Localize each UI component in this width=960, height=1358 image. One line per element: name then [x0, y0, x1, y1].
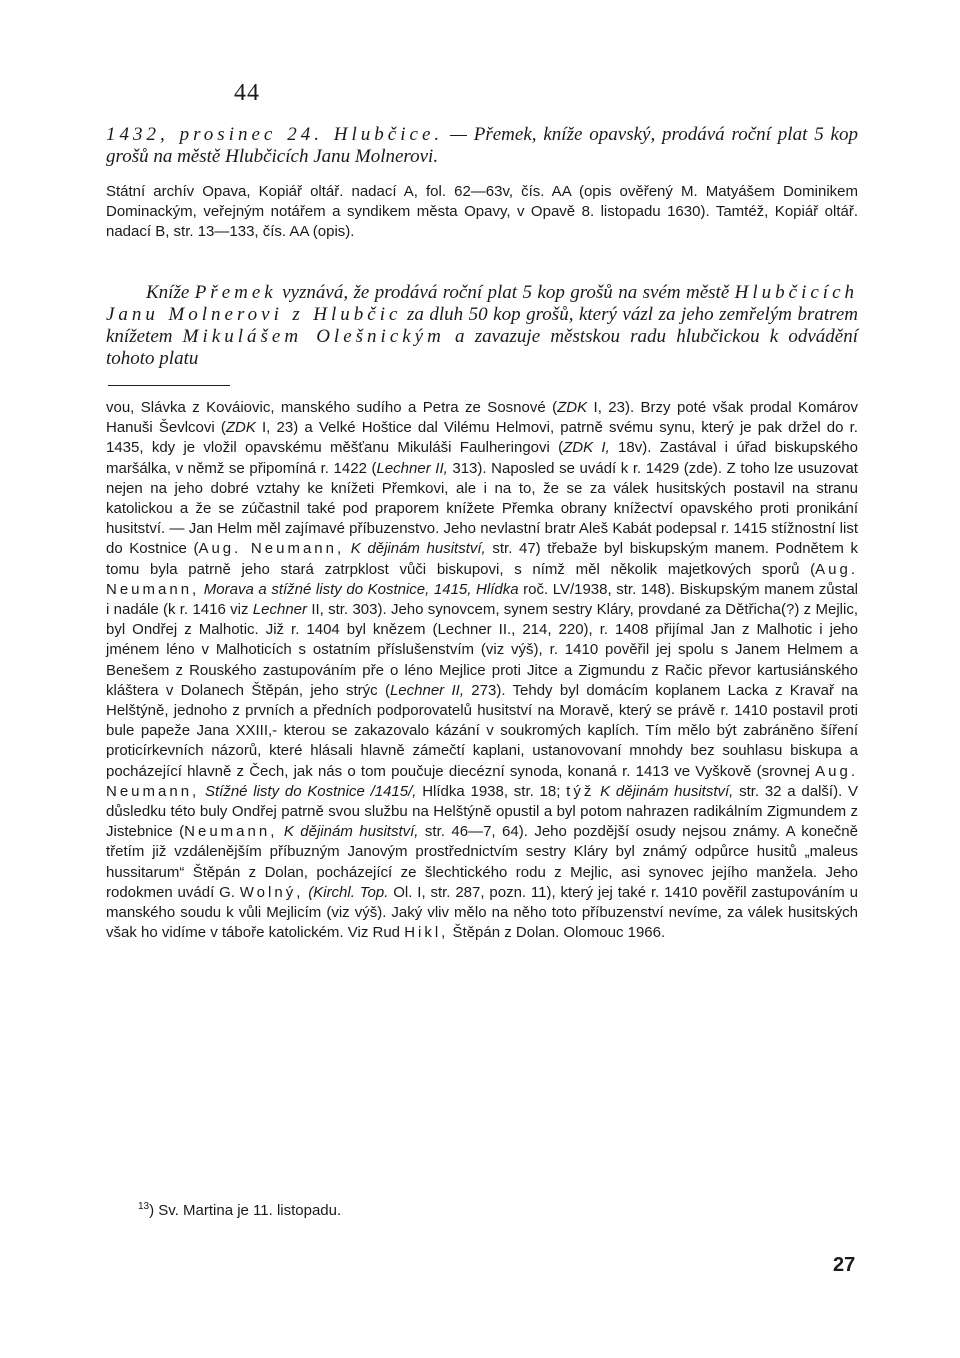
footnote-text: vou, Slávka z Kováiovic, manského sudího a Petra ze Sosnové (ZDK I, 23). Brzy poté však prodal Komárov Hanuši Ševlcovi (ZDK I, 23) a Velké Hoštice dal Vilému Helmovi, patrně svému synu, který je pak držel do r. 1435, kdy je vložil opavskému měšťanu Mikuláši Faulheringovi (ZDK I, 18v). Zastával i úřad biskupského maršálka, v němž se připomíná r. 1422 (Lechner II, 313). Naposled se uvádí k r. 1429 (zde). Z toho lze usuzovat nejen na jeho dobré vztahy ke knížeti Přemkovi, ale i na to, že se za válek husitských postavil na stranu katolickou a že se zúčastnil také pod praporem knížete Přemka obrany knížectví opavského proti pronikání husitství. — Jan Helm měl zajímavé příbuzenstvo. Jeho nevlastní bratr Aleš Kabát podepsal r. 1415 stížnostní list do Kostnice (Aug. Neumann, K dějinám husitství, str. 47) třebaže byl biskupským manem. Podnětem k tomu byla patrně jeho stará zatrpklost vůči biskupovi, s nímž měl několik majetkových sporů (Aug. Neumann, Morava a stížné listy do Kostnice, 1415, Hlídka roč. LV/1938, str. 148). Biskupským manem zůstal i nadále (k r. 1416 viz Lechner II, str. 303). Jeho synovcem, synem sestry Kláry, provdané za Dětřicha(?) z Mejlic, byl Ondřej z Malhotic. Již r. 1404 byl knězem (Lechner II., 214, 220), r. 1408 přijímal Jan z Malhotic i jeho jménem léno v Malhoticích s ostatním příslušenstvím (viz výš), r. 1410 pověřil jej spolu s Janem Helmem a Benešem z Rouského zastupováním pře o léno Mejlice proti Jitce a Zigmundu z Račic převor kartusiánského kláštera v Dolanech Štěpán, jeho strýc (Lechner II, 273). Tehdy byl domácím koplanem Lacka z Kravař na Helštýně, jednoho z prvních a předních podporovatelů husitství na Moravě, který se právě r. 1410 postavil proti bule papeže Jana XXIII,- kterou se zakazovalo kázání v soukromých kaplích. Tím mělo být zabráněno šíření proticírkevních názorů, které hlásali hlavně zámečtí kaplani, ustanovovaní mnohdy bez souhlasu biskupa a pocházející hlavně z Čech, jak nás o tom poučuje diecézní synoda, konaná r. 1413 ve Vyškově (srovnej Aug. Neumann, Stížné listy do Kostnice /1415/, Hlídka 1938, str. 18; týž K dějinám husitství, str. 32 a další). V důsledku této buly Ondřej patrně svou službu na Helštýně opustil a byl potom nahrazen radikálním Zigmundem z Jistebnice (Neumann, K dějinám husitství, str. 46—7, 64). Jeho pozdější osudy nejsou známy. A konečně třetím již vzdálenějším příbuzným Janovým prostřednictvím sestry Kláry byl známý odpůrce husitů „maleus hussitarum“ Štěpán z Dolan, pocházející ze šlechtického rodu z Mejlic, asi synovec jejího manžela. Jeho rodokmen uvádí G. Wolný, (Kirchl. Top. Ol. I, str. 287, pozn. 11), který jej také r. 1410 pověřil zastupováním u manského soudu k vůli Mejlicím (viz výš). Jaký vliv mělo na něho toto příbuzenství nevíme, za válek husitských však ho vidíme v táboře katolickém. Viz Rud Hikl, Štěpán z Dolan. Olomouc 1966. — [106, 399, 858, 942]
footnote-13 — [138, 1197, 341, 1221]
charter-heading — [106, 124, 858, 168]
regest-text — [106, 282, 858, 370]
sheet-number: 27 — [833, 1254, 856, 1276]
heading-date-place: 1432, prosinec 24. Hlubčice. — [106, 124, 444, 145]
regest-name-molner: Hlubčicích Janu Molnerovi z Hlubčic — [106, 282, 859, 325]
regest-part: a zavazuje městskou radu hlubčickou k odvádění tohoto platu — [106, 326, 859, 369]
regest-part: Kníže — [146, 282, 190, 303]
regest-part: vyznává, že prodává roční plat 5 kop grošů na svém městě — [282, 282, 730, 303]
page-number: 44 — [234, 80, 260, 106]
footnote-marker: 13 — [138, 1201, 150, 1212]
footnote-13-text: ) Sv. Martina je 11. listopadu. — [149, 1202, 342, 1219]
footnote-separator — [108, 385, 230, 386]
source-note: Státní archív Opava, Kopiář oltář. nadací A, fol. 62—63v, čís. AA (opis ověřený M. Matyášem Dominikem Dominackým, veřejným notářem a syndikem města Opavy, v Opavě 8. listopadu 1630). Tamtéž, Kopiář oltář. nadací B, str. 13—133, čís. AA (opis). — [106, 183, 858, 240]
regest-name-premek: Přemek — [194, 282, 277, 303]
regest-name-mikulas: Mikulášem Olešnickým — [182, 326, 445, 347]
heading-summary: — Přemek, kníže opavský, prodává roční plat 5 kop grošů na městě Hlubčicích Janu Molnerovi. — [106, 124, 858, 167]
regest-part: za dluh 50 kop grošů, který vázl za jeho zemřelým bratrem knížetem — [106, 304, 859, 347]
